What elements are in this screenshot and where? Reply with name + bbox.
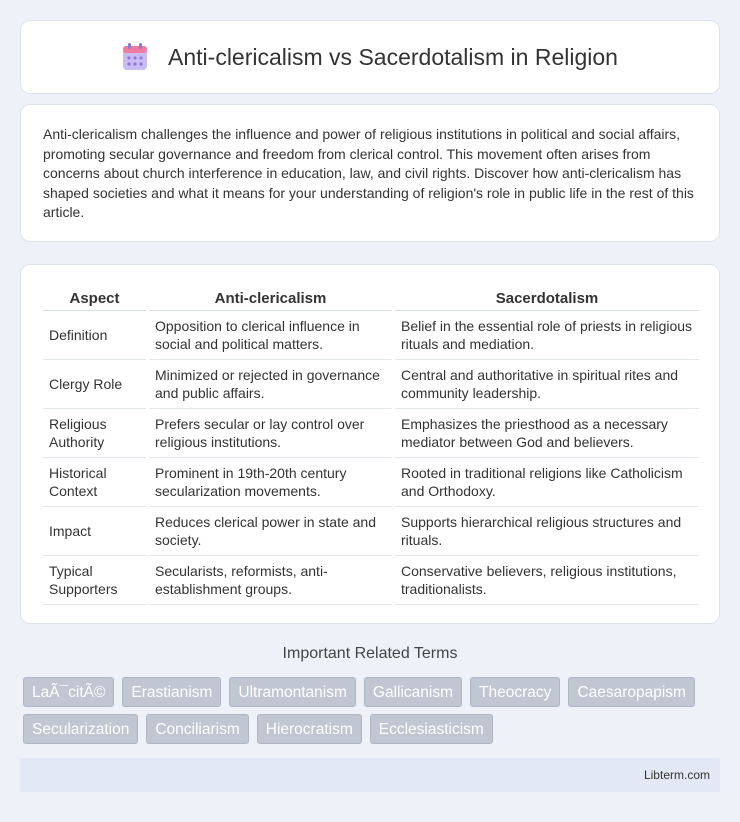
cell-aspect: Typical Supporters bbox=[43, 556, 146, 605]
page-title: Anti-clericalism vs Sacerdotalism in Religion bbox=[168, 43, 618, 70]
intro-text: Anti-clericalism challenges the influence and power of religious institutions in political and social affairs, promoting secular governance and freedom from clerical control. This movement often arises from concerns about church interference in education, law, and civil rights. Discover how anti-clericalism has shaped societies and what it means for your understanding of religion's role in public life in the rest of this article. bbox=[43, 126, 694, 221]
related-term-tag[interactable]: Erastianism bbox=[122, 677, 221, 707]
cell-aspect: Clergy Role bbox=[43, 360, 146, 409]
table-row bbox=[43, 507, 699, 556]
related-term-tag[interactable]: Hierocratism bbox=[257, 714, 362, 744]
cell-anti: Opposition to clerical influence in social and political matters. bbox=[149, 311, 392, 360]
cell-sac: Rooted in traditional religions like Catholicism and Orthodoxy. bbox=[395, 458, 699, 507]
cell-anti: Minimized or rejected in governance and public affairs. bbox=[149, 360, 392, 409]
footer-site-link[interactable]: Libterm.com bbox=[643, 768, 710, 782]
comparison-table bbox=[43, 285, 699, 605]
cell-aspect: Impact bbox=[43, 507, 146, 556]
related-term-tag[interactable]: Theocracy bbox=[470, 677, 560, 707]
table-row bbox=[43, 458, 699, 507]
cell-anti: Prefers secular or lay control over religious institutions. bbox=[149, 409, 392, 458]
header-sacerdotalism: Sacerdotalism bbox=[395, 285, 699, 311]
table-header-row bbox=[43, 285, 699, 311]
cell-sac: Central and authoritative in spiritual rites and community leadership. bbox=[395, 360, 699, 409]
intro-card bbox=[20, 104, 720, 242]
table-row bbox=[43, 311, 699, 360]
related-term-tag[interactable]: Gallicanism bbox=[364, 677, 462, 707]
table-row bbox=[43, 409, 699, 458]
related-term-tag[interactable]: Secularization bbox=[23, 714, 138, 744]
comparison-card bbox=[20, 264, 720, 624]
related-term-tag[interactable]: Conciliarism bbox=[146, 714, 248, 744]
header-card bbox=[20, 20, 720, 94]
cell-anti: Reduces clerical power in state and society. bbox=[149, 507, 392, 556]
related-term-tag[interactable]: LaÃ¯citÃ© bbox=[23, 677, 114, 707]
related-terms-list bbox=[23, 677, 723, 744]
table-row bbox=[43, 360, 699, 409]
cell-aspect: Historical Context bbox=[43, 458, 146, 507]
cell-sac: Conservative believers, religious institutions, traditionalists. bbox=[395, 556, 699, 605]
related-terms-title: Important Related Terms bbox=[282, 645, 458, 662]
header-aspect: Aspect bbox=[43, 285, 146, 311]
cell-sac: Belief in the essential role of priests in religious rituals and mediation. bbox=[395, 311, 699, 360]
table-row bbox=[43, 556, 699, 605]
cell-anti: Secularists, reformists, anti-establishment groups. bbox=[149, 556, 392, 605]
cell-aspect: Definition bbox=[43, 311, 146, 360]
related-term-tag[interactable]: Ultramontanism bbox=[229, 677, 356, 707]
related-term-tag[interactable]: Caesaropapism bbox=[568, 677, 695, 707]
cell-sac: Supports hierarchical religious structures and rituals. bbox=[395, 507, 699, 556]
header-anti-clericalism: Anti-clericalism bbox=[149, 285, 392, 311]
calendar-icon bbox=[122, 43, 148, 71]
related-term-tag[interactable]: Ecclesiasticism bbox=[370, 714, 493, 744]
footer bbox=[20, 758, 720, 792]
cell-aspect: Religious Authority bbox=[43, 409, 146, 458]
cell-anti: Prominent in 19th-20th century secularization movements. bbox=[149, 458, 392, 507]
cell-sac: Emphasizes the priesthood as a necessary mediator between God and believers. bbox=[395, 409, 699, 458]
